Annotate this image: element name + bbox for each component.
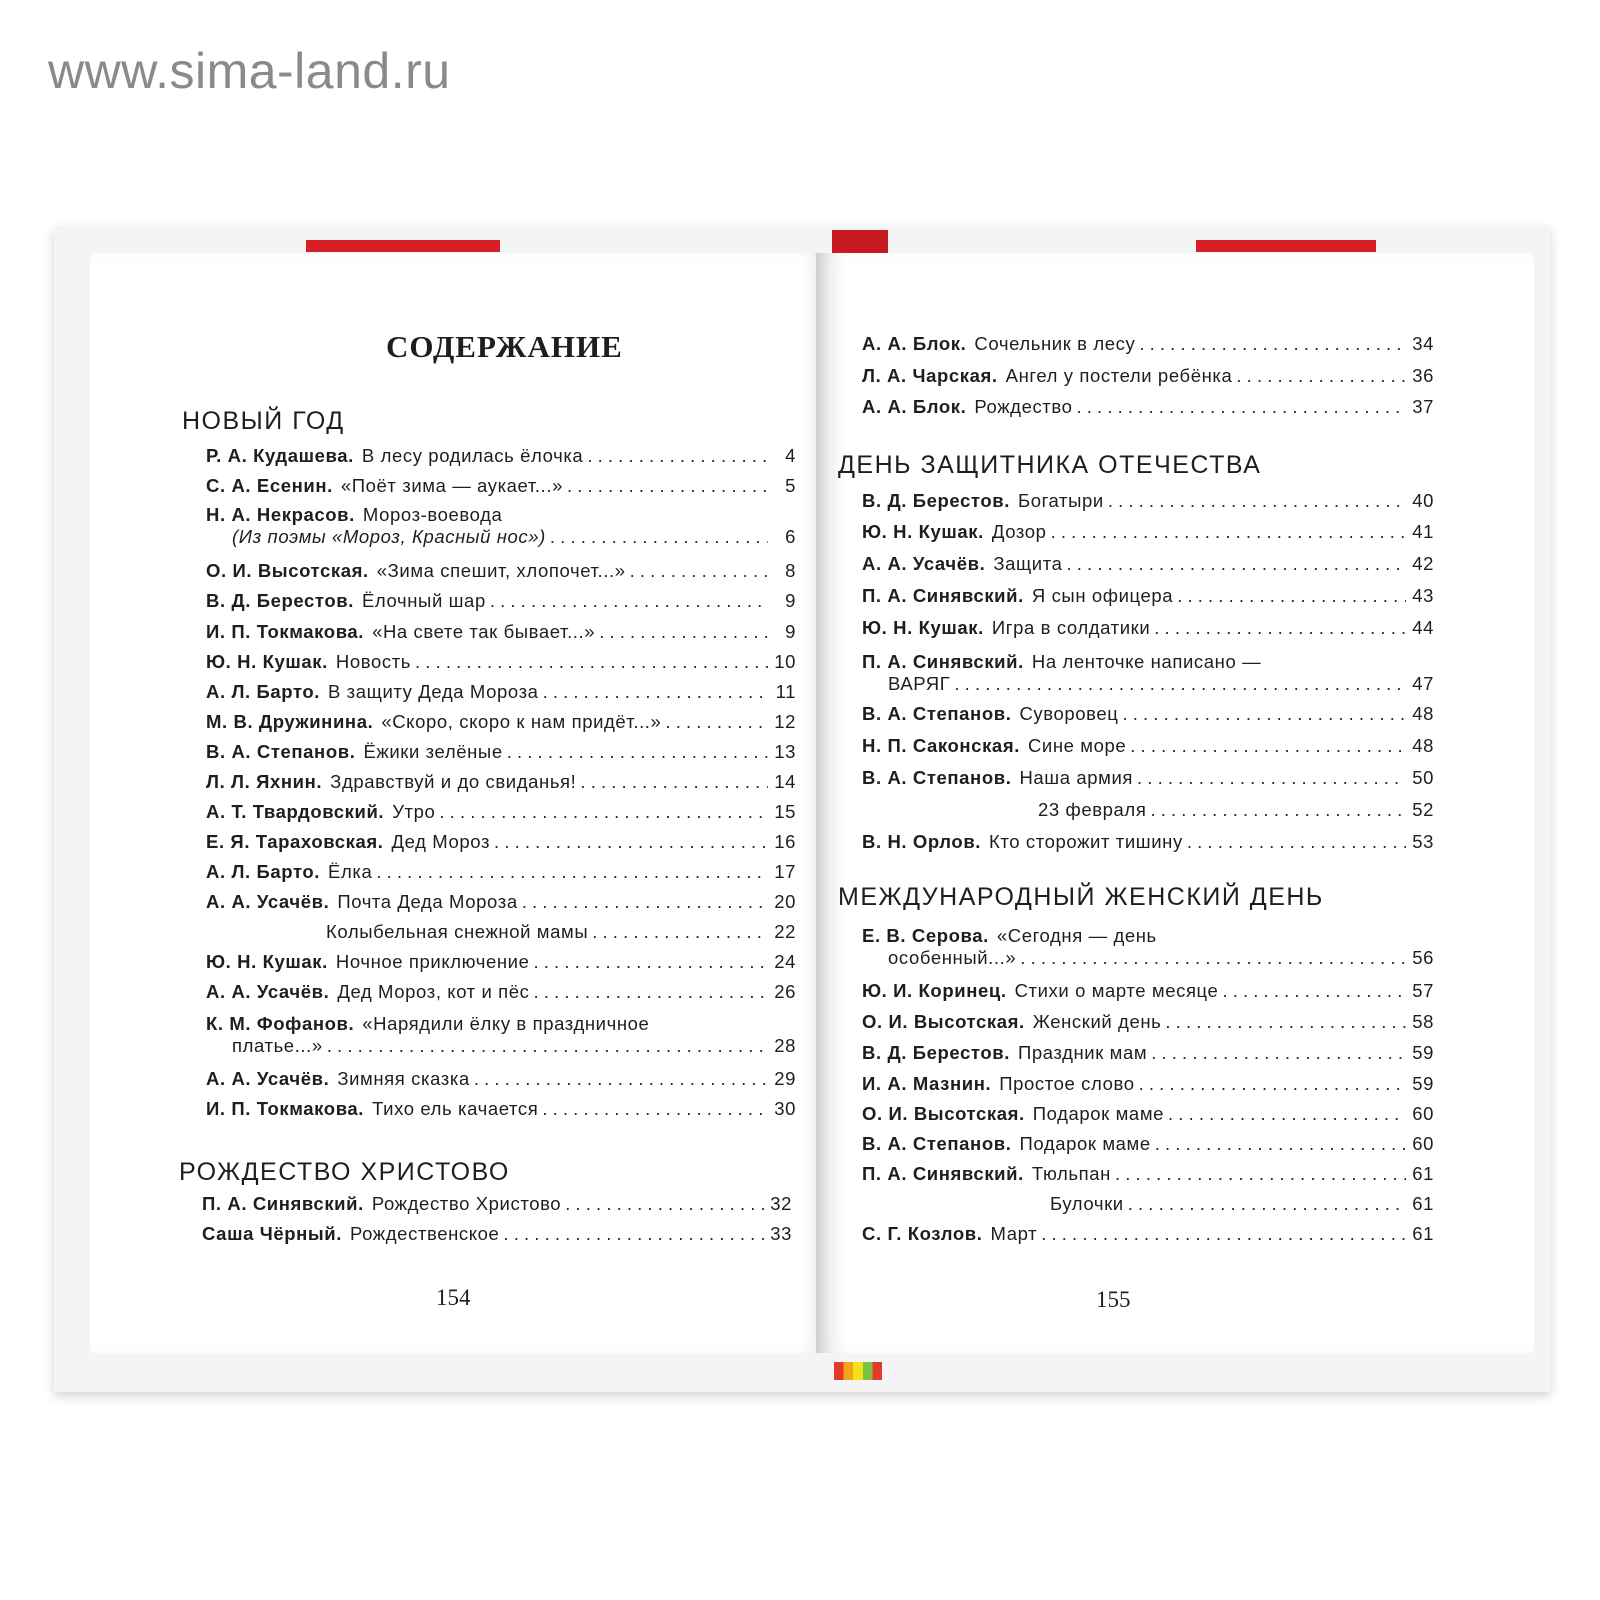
- toc-title: Подарок маме: [1019, 1133, 1151, 1154]
- toc-entry: [862, 333, 1434, 355]
- toc-page-number: 6: [785, 526, 796, 547]
- toc-author: В. А. Степанов.: [862, 767, 1012, 788]
- toc-author: Л. А. Чарская.: [862, 365, 998, 386]
- toc-page-number: 53: [1412, 831, 1434, 852]
- leader-dots: [567, 475, 768, 497]
- leader-dots: [1139, 1073, 1406, 1095]
- toc-title: Ёжики зелёные: [363, 741, 503, 762]
- leader-dots: [1137, 767, 1406, 789]
- leader-dots: [1108, 490, 1406, 512]
- leader-dots: [503, 1223, 764, 1245]
- toc-entry: [1038, 799, 1434, 821]
- toc-author: В. А. Степанов.: [206, 741, 356, 762]
- leader-dots: [630, 560, 768, 582]
- toc-page-number: 14: [774, 771, 796, 792]
- toc-page-number: 26: [774, 981, 796, 1002]
- toc-author: Н. А. Некрасов.: [206, 504, 355, 525]
- toc-title: Сине море: [1027, 735, 1127, 756]
- bookmark-ribbon: [834, 1362, 882, 1380]
- toc-entry: [206, 711, 796, 733]
- leader-dots: [494, 831, 768, 853]
- toc-entry: [862, 1073, 1434, 1095]
- toc-author: Саша Чёрный.: [202, 1223, 342, 1244]
- toc-title: Подарок маме: [1032, 1103, 1165, 1124]
- toc-entry: [862, 651, 1434, 695]
- toc-page-number: 57: [1412, 980, 1434, 1001]
- toc-title: Почта Деда Мороза: [337, 891, 518, 912]
- right-page: [816, 253, 1534, 1353]
- leader-dots: [550, 526, 768, 548]
- toc-entry: [206, 621, 796, 643]
- toc-page-number: 60: [1412, 1133, 1434, 1154]
- toc-author: П. А. Синявский.: [202, 1193, 364, 1214]
- toc-title: Стихи о марте месяце: [1014, 980, 1219, 1001]
- toc-page-number: 58: [1412, 1011, 1434, 1032]
- leader-dots: [1150, 799, 1406, 821]
- toc-page-number: 56: [1412, 947, 1434, 968]
- toc-page-number: 28: [774, 1035, 796, 1056]
- toc-author: И. А. Мазнин.: [862, 1073, 992, 1094]
- toc-title: Ангел у постели ребёнка: [1005, 365, 1233, 386]
- toc-page-number: 9: [785, 590, 796, 611]
- leader-dots: [507, 741, 768, 763]
- toc-page-number: 10: [774, 651, 796, 672]
- toc-entry: [206, 771, 796, 793]
- toc-entry: [202, 1223, 792, 1245]
- toc-entry: [862, 585, 1434, 607]
- leader-dots: [542, 1098, 768, 1120]
- leader-dots: [1154, 617, 1406, 639]
- toc-title: Я сын офицера: [1031, 585, 1174, 606]
- toc-title: «На свете так бывает...»: [372, 621, 596, 642]
- leader-dots: [1168, 1103, 1406, 1125]
- toc-entry: [206, 861, 796, 883]
- toc-title: Богатыри: [1017, 490, 1104, 511]
- toc-entry: [862, 1163, 1434, 1185]
- leader-dots: [543, 681, 768, 703]
- leader-dots: [592, 921, 768, 943]
- leader-dots: [474, 1068, 768, 1090]
- toc-page-number: 40: [1412, 490, 1434, 511]
- toc-page-number: 61: [1412, 1193, 1434, 1214]
- toc-entry: [206, 741, 796, 763]
- toc-entry: [206, 831, 796, 853]
- toc-entry: [862, 490, 1434, 512]
- toc-author: В. Д. Берестов.: [862, 1042, 1010, 1063]
- toc-author: М. В. Дружинина.: [206, 711, 374, 732]
- leader-dots: [439, 801, 768, 823]
- toc-author: А. А. Усачёв.: [862, 553, 986, 574]
- toc-title: Игра в солдатики: [991, 617, 1151, 638]
- toc-author: А. А. Блок.: [862, 333, 967, 354]
- right-headband: [1196, 240, 1376, 252]
- toc-entry: [206, 801, 796, 823]
- leader-dots: [1139, 333, 1406, 355]
- toc-author: А. А. Усачёв.: [206, 981, 330, 1002]
- section-womens-day: МЕЖДУНАРОДНЫЙ ЖЕНСКИЙ ДЕНЬ: [838, 883, 1324, 911]
- toc-title: Здравствуй и до свиданья!: [330, 771, 577, 792]
- toc-title: Новость: [335, 651, 412, 672]
- toc-entry: [862, 1042, 1434, 1064]
- toc-author: П. А. Синявский.: [862, 1163, 1024, 1184]
- leader-dots: [522, 891, 768, 913]
- toc-author: Ю. Н. Кушак.: [206, 651, 328, 672]
- toc-entry: [862, 767, 1434, 789]
- leader-dots: [1122, 703, 1406, 725]
- toc-title: В защиту Деда Мороза: [328, 681, 539, 702]
- toc-title: Рождественское: [350, 1223, 500, 1244]
- toc-page-number: 61: [1412, 1163, 1434, 1184]
- toc-page-number: 59: [1412, 1073, 1434, 1094]
- leader-dots: [1187, 831, 1406, 853]
- toc-page-number: 29: [774, 1068, 796, 1089]
- toc-entry: [862, 1133, 1434, 1155]
- toc-entry: [206, 445, 796, 467]
- toc-title: Ёлка: [328, 861, 373, 882]
- toc-author: К. М. Фофанов.: [206, 1013, 355, 1034]
- toc-page-number: 47: [1412, 673, 1434, 694]
- toc-author: Ю. Н. Кушак.: [862, 617, 984, 638]
- leader-dots: [1115, 1163, 1406, 1185]
- toc-entry: [862, 365, 1434, 387]
- leader-dots: [1177, 585, 1406, 607]
- leader-dots: [534, 981, 768, 1003]
- toc-title: Тихо ель качается: [372, 1098, 539, 1119]
- watermark-url: www.sima-land.ru: [48, 43, 451, 99]
- toc-page-number: 20: [774, 891, 796, 912]
- toc-title-italic: (Из поэмы «Мороз, Красный нос»): [232, 526, 546, 547]
- toc-author: П. А. Синявский.: [862, 585, 1024, 606]
- toc-entry: [862, 925, 1434, 969]
- toc-title: «Скоро, скоро к нам придёт...»: [381, 711, 662, 732]
- toc-page-number: 59: [1412, 1042, 1434, 1063]
- toc-page-number: 24: [774, 951, 796, 972]
- toc-page-number: 16: [774, 831, 796, 852]
- toc-title: Женский день: [1032, 1011, 1162, 1032]
- contents-heading: СОДЕРЖАНИЕ: [386, 329, 623, 364]
- toc-page-number: 12: [774, 711, 796, 732]
- toc-page-number: 11: [775, 681, 796, 702]
- leader-dots: [490, 590, 768, 612]
- toc-page-number: 41: [1412, 521, 1434, 542]
- toc-page-number: 33: [770, 1223, 792, 1244]
- toc-author: А. Т. Твардовский.: [206, 801, 385, 822]
- leader-dots: [1128, 1193, 1406, 1215]
- toc-entry: [206, 651, 796, 673]
- toc-entry: [862, 703, 1434, 725]
- toc-title: Ёлочный шар: [361, 590, 486, 611]
- toc-page-number: 42: [1412, 553, 1434, 574]
- leader-dots: [565, 1193, 764, 1215]
- toc-author: О. И. Высотская.: [206, 560, 369, 581]
- toc-page-number: 52: [1412, 799, 1434, 820]
- leader-dots: [954, 673, 1406, 695]
- toc-entry: [206, 1068, 796, 1090]
- toc-entry: [1050, 1193, 1434, 1215]
- toc-page-number: 17: [774, 861, 796, 882]
- toc-page-number: 36: [1412, 365, 1434, 386]
- leader-dots: [1222, 980, 1406, 1002]
- toc-entry: [862, 1103, 1434, 1125]
- toc-entry: [202, 1193, 792, 1215]
- toc-author: Н. П. Саконская.: [862, 735, 1020, 756]
- section-christmas: РОЖДЕСТВО ХРИСТОВО: [179, 1158, 510, 1186]
- toc-title: Суворовец: [1019, 703, 1119, 724]
- toc-title: Зимняя сказка: [337, 1068, 470, 1089]
- page-number-left: 154: [436, 1285, 471, 1310]
- toc-entry: [206, 981, 796, 1003]
- toc-entry: [862, 1011, 1434, 1033]
- leader-dots: [1041, 1223, 1406, 1245]
- leader-dots: [1165, 1011, 1406, 1033]
- toc-page-number: 15: [774, 801, 796, 822]
- toc-entry: [206, 681, 796, 703]
- toc-author: И. П. Токмакова.: [206, 1098, 365, 1119]
- leader-dots: [580, 771, 768, 793]
- toc-title: Булочки: [1050, 1193, 1124, 1214]
- leader-dots: [1155, 1133, 1406, 1155]
- leader-dots: [1151, 1042, 1406, 1064]
- leader-dots: [1130, 735, 1406, 757]
- toc-author: С. А. Есенин.: [206, 475, 333, 496]
- toc-title: Защита: [993, 553, 1063, 574]
- toc-page-number: 50: [1412, 767, 1434, 788]
- leader-dots: [1051, 521, 1406, 543]
- toc-entry: [862, 521, 1434, 543]
- toc-entry: [206, 560, 796, 582]
- toc-author: О. И. Высотская.: [862, 1011, 1025, 1032]
- toc-author: В. Н. Орлов.: [862, 831, 982, 852]
- toc-page-number: 44: [1412, 617, 1434, 638]
- toc-page-number: 9: [785, 621, 796, 642]
- toc-entry: [862, 396, 1434, 418]
- open-book: [54, 226, 1550, 1392]
- toc-title: Тюльпан: [1031, 1163, 1111, 1184]
- toc-title: «Сегодня — день: [996, 925, 1157, 946]
- toc-title: «Поёт зима — аукает...»: [340, 475, 563, 496]
- toc-title: Утро: [392, 801, 436, 822]
- toc-page-number: 60: [1412, 1103, 1434, 1124]
- leader-dots: [376, 861, 768, 883]
- toc-entry: [206, 1013, 796, 1057]
- section-defender-day: ДЕНЬ ЗАЩИТНИКА ОТЕЧЕСТВА: [838, 451, 1262, 479]
- toc-title: Рождество Христово: [371, 1193, 562, 1214]
- toc-author: Л. Л. Яхнин.: [206, 771, 323, 792]
- leader-dots: [1236, 365, 1406, 387]
- toc-author: В. Д. Берестов.: [206, 590, 354, 611]
- leader-dots: [1067, 553, 1407, 575]
- toc-page-number: 30: [774, 1098, 796, 1119]
- leader-dots: [327, 1035, 768, 1057]
- toc-title: Ночное приключение: [335, 951, 530, 972]
- toc-entry: [862, 617, 1434, 639]
- toc-title: Мороз-воевода: [362, 504, 503, 525]
- toc-title-continued: ВАРЯГ: [888, 673, 951, 694]
- leader-dots: [587, 445, 768, 467]
- toc-title: В лесу родилась ёлочка: [361, 445, 584, 466]
- toc-author: Е. В. Серова.: [862, 925, 989, 946]
- toc-entry: [862, 980, 1434, 1002]
- toc-page-number: 48: [1412, 703, 1434, 724]
- toc-author: Р. А. Кудашева.: [206, 445, 354, 466]
- toc-page-number: 8: [785, 560, 796, 581]
- toc-author: Е. Я. Тараховская.: [206, 831, 384, 852]
- toc-title: Дозор: [991, 521, 1047, 542]
- toc-page-number: 61: [1412, 1223, 1434, 1244]
- leader-dots: [1020, 947, 1406, 969]
- toc-entry: [206, 504, 796, 548]
- toc-entry: [862, 831, 1434, 853]
- toc-title: «Зима спешит, хлопочет...»: [376, 560, 626, 581]
- toc-title: На ленточке написано —: [1031, 651, 1262, 672]
- toc-page-number: 13: [774, 741, 796, 762]
- leader-dots: [415, 651, 768, 673]
- toc-author: А. А. Усачёв.: [206, 891, 330, 912]
- toc-title: Наша армия: [1019, 767, 1134, 788]
- leader-dots: [533, 951, 768, 973]
- toc-entry: [206, 891, 796, 913]
- toc-entry: [206, 1098, 796, 1120]
- toc-title: Простое слово: [999, 1073, 1135, 1094]
- toc-page-number: 48: [1412, 735, 1434, 756]
- leader-dots: [599, 621, 768, 643]
- toc-title: Кто сторожит тишину: [989, 831, 1183, 852]
- toc-title: Дед Мороз: [391, 831, 491, 852]
- toc-page-number: 34: [1412, 333, 1434, 354]
- toc-entry: [326, 921, 796, 943]
- toc-page-number: 43: [1412, 585, 1434, 606]
- toc-title: Праздник мам: [1017, 1042, 1148, 1063]
- toc-title-continued: платье...»: [232, 1035, 323, 1056]
- toc-author: В. А. Степанов.: [862, 1133, 1012, 1154]
- toc-title: Март: [990, 1223, 1038, 1244]
- toc-page-number: 4: [785, 445, 796, 466]
- toc-entry: [862, 1223, 1434, 1245]
- toc-author: И. П. Токмакова.: [206, 621, 365, 642]
- toc-entry: [862, 553, 1434, 575]
- toc-title: Дед Мороз, кот и пёс: [337, 981, 530, 1002]
- toc-title: «Нарядили ёлку в праздничное: [362, 1013, 650, 1034]
- toc-author: П. А. Синявский.: [862, 651, 1024, 672]
- toc-author: А. Л. Барто.: [206, 861, 320, 882]
- toc-author: С. Г. Козлов.: [862, 1223, 983, 1244]
- toc-author: А. А. Усачёв.: [206, 1068, 330, 1089]
- toc-page-number: 22: [774, 921, 796, 942]
- left-headband: [306, 240, 500, 252]
- toc-author: О. И. Высотская.: [862, 1103, 1025, 1124]
- leader-dots: [1077, 396, 1407, 418]
- section-new-year: НОВЫЙ ГОД: [182, 407, 345, 435]
- toc-author: А. А. Блок.: [862, 396, 967, 417]
- toc-entry: [206, 475, 796, 497]
- toc-title-continued: особенный...»: [888, 947, 1017, 968]
- left-page: [90, 253, 832, 1353]
- toc-entry: [862, 735, 1434, 757]
- toc-author: Ю. Н. Кушак.: [862, 521, 984, 542]
- toc-title: 23 февраля: [1038, 799, 1147, 820]
- toc-title: Рождество: [974, 396, 1073, 417]
- toc-page-number: 32: [770, 1193, 792, 1214]
- toc-page-number: 37: [1412, 396, 1434, 417]
- toc-entry: [206, 590, 796, 612]
- toc-title: Сочельник в лесу: [974, 333, 1136, 354]
- toc-page-number: 5: [785, 475, 796, 496]
- toc-entry: [206, 951, 796, 973]
- page-number-right: 155: [1096, 1287, 1131, 1312]
- toc-author: А. Л. Барто.: [206, 681, 320, 702]
- toc-title: Колыбельная снежной мамы: [326, 921, 589, 942]
- toc-author: Ю. Н. Кушак.: [206, 951, 328, 972]
- leader-dots: [665, 711, 768, 733]
- toc-author: В. Д. Берестов.: [862, 490, 1010, 511]
- toc-author: В. А. Степанов.: [862, 703, 1012, 724]
- toc-author: Ю. И. Коринец.: [862, 980, 1007, 1001]
